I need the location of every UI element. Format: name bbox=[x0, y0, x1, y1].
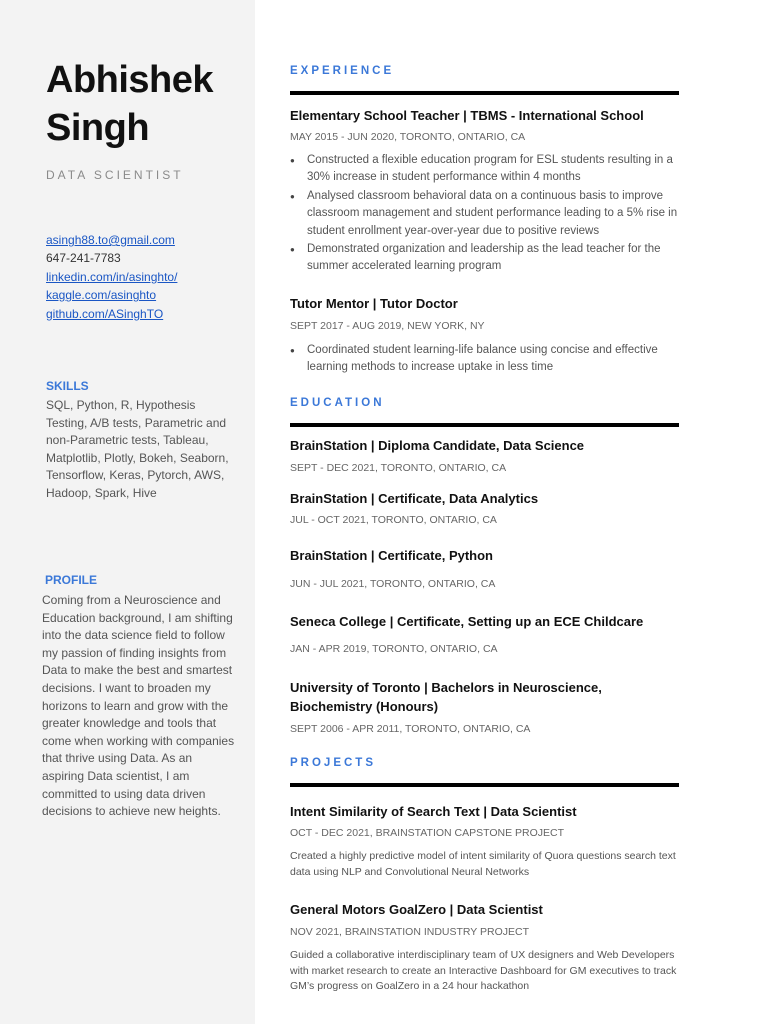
profile-heading: PROFILE bbox=[45, 573, 98, 587]
education-title: University of Toronto | Bachelors in Neuroscience, Biochemistry (Honours) bbox=[290, 680, 602, 714]
project-meta: NOV 2021, BRAINSTATION INDUSTRY PROJECT bbox=[290, 926, 530, 938]
bullet-item: ● Coordinated student learning-life balance using concise and effective learning methods to increase uptake in less time bbox=[290, 342, 686, 377]
job-role: DATA SCIENTIST bbox=[46, 168, 184, 182]
section-divider bbox=[290, 423, 679, 427]
experience-title: Elementary School Teacher | TBMS - International School bbox=[290, 108, 644, 123]
contact-block bbox=[46, 231, 177, 323]
kaggle-link[interactable]: kaggle.com/asinghto bbox=[46, 288, 157, 303]
education-meta: JAN - APR 2019, TORONTO, ONTARIO, CA bbox=[290, 643, 498, 655]
first-name: Abhishek bbox=[46, 59, 214, 101]
experience-title: Tutor Mentor | Tutor Doctor bbox=[290, 296, 458, 311]
bullet-item: ● Analysed classroom behavioral data on a continuous basis to improve classroom management and student performance leading to a 5% rise in student enrollment year-over-year due to positive reviews bbox=[290, 188, 686, 240]
education-title: BrainStation | Certificate, Python bbox=[290, 548, 493, 563]
section-divider bbox=[290, 91, 679, 95]
project-description: Guided a collaborative interdisciplinary team of UX designers and Web Developers with market research to create an Interactive Dashboard for GM executives to track GM’s progress on GoalZero in a 24 hour hackathon bbox=[290, 949, 677, 993]
project-title: Intent Similarity of Search Text | Data Scientist bbox=[290, 804, 577, 819]
project-meta: OCT - DEC 2021, BRAINSTATION CAPSTONE PROJECT bbox=[290, 827, 565, 839]
bullet-item: ● Demonstrated organization and leadership as the lead teacher for the summer accelerated learning program bbox=[290, 241, 686, 276]
education-meta: SEPT - DEC 2021, TORONTO, ONTARIO, CA bbox=[290, 462, 507, 474]
project-description: Created a highly predictive model of intent similarity of Quora questions search text data using NLP and Convolutional Neural Networks bbox=[290, 850, 676, 878]
project-title: General Motors GoalZero | Data Scientist bbox=[290, 902, 543, 917]
bullet-item: ● Constructed a flexible education program for ESL students resulting in a 30% increase in student performance within 4 months bbox=[290, 152, 686, 187]
education-meta: JUN - JUL 2021, TORONTO, ONTARIO, CA bbox=[290, 578, 496, 590]
education-title: BrainStation | Diploma Candidate, Data Science bbox=[290, 438, 585, 453]
skills-heading: SKILLS bbox=[46, 379, 89, 393]
experience-bullets bbox=[290, 342, 686, 378]
experience-meta: SEPT 2017 - AUG 2019, NEW YORK, NY bbox=[290, 320, 485, 332]
education-title: BrainStation | Certificate, Data Analytics bbox=[290, 491, 539, 506]
last-name: Singh bbox=[46, 107, 150, 149]
email-link[interactable]: asingh88.to@gmail.com bbox=[46, 233, 175, 247]
skills-text: SQL, Python, R, Hypothesis Testing, A/B tests, Parametric and non-Parametric tests, Tableau, Matplotlib, Plotly, Bokeh, Seaborn, Tensorflow, Keras, Pytorch, AWS, Hadoop, Spark, Hive bbox=[46, 398, 229, 500]
github-link[interactable]: github.com/ASinghTO bbox=[46, 306, 164, 321]
linkedin-link[interactable]: linkedin.com/in/asinghto/ bbox=[46, 269, 178, 284]
education-title: Seneca College | Certificate, Setting up an ECE Childcare bbox=[290, 614, 644, 629]
phone-number: 647-241-7783 bbox=[46, 251, 121, 266]
sidebar bbox=[0, 0, 255, 1024]
education-meta: SEPT 2006 - APR 2011, TORONTO, ONTARIO, CA bbox=[290, 723, 531, 735]
experience-meta: MAY 2015 - JUN 2020, TORONTO, ONTARIO, CA bbox=[290, 131, 526, 143]
education-heading: EDUCATION bbox=[290, 397, 385, 409]
experience-bullets bbox=[290, 152, 686, 277]
projects-heading: PROJECTS bbox=[290, 757, 376, 769]
section-divider bbox=[290, 783, 679, 787]
experience-heading: EXPERIENCE bbox=[290, 65, 395, 77]
education-meta: JUL - OCT 2021, TORONTO, ONTARIO, CA bbox=[290, 514, 497, 526]
profile-text: Coming from a Neuroscience and Education background, I am shifting into the data science field to follow my passion of finding insights from Data to make the best and smartest decisions. I want to broaden my horizons to learn and grow with the greater knowledge and tools that come when working with companies that thrive using Data. As an aspiring Data scientist, I am committed to using data driven decisions to achieve new heights. bbox=[42, 593, 235, 819]
candidate-name bbox=[46, 56, 213, 152]
